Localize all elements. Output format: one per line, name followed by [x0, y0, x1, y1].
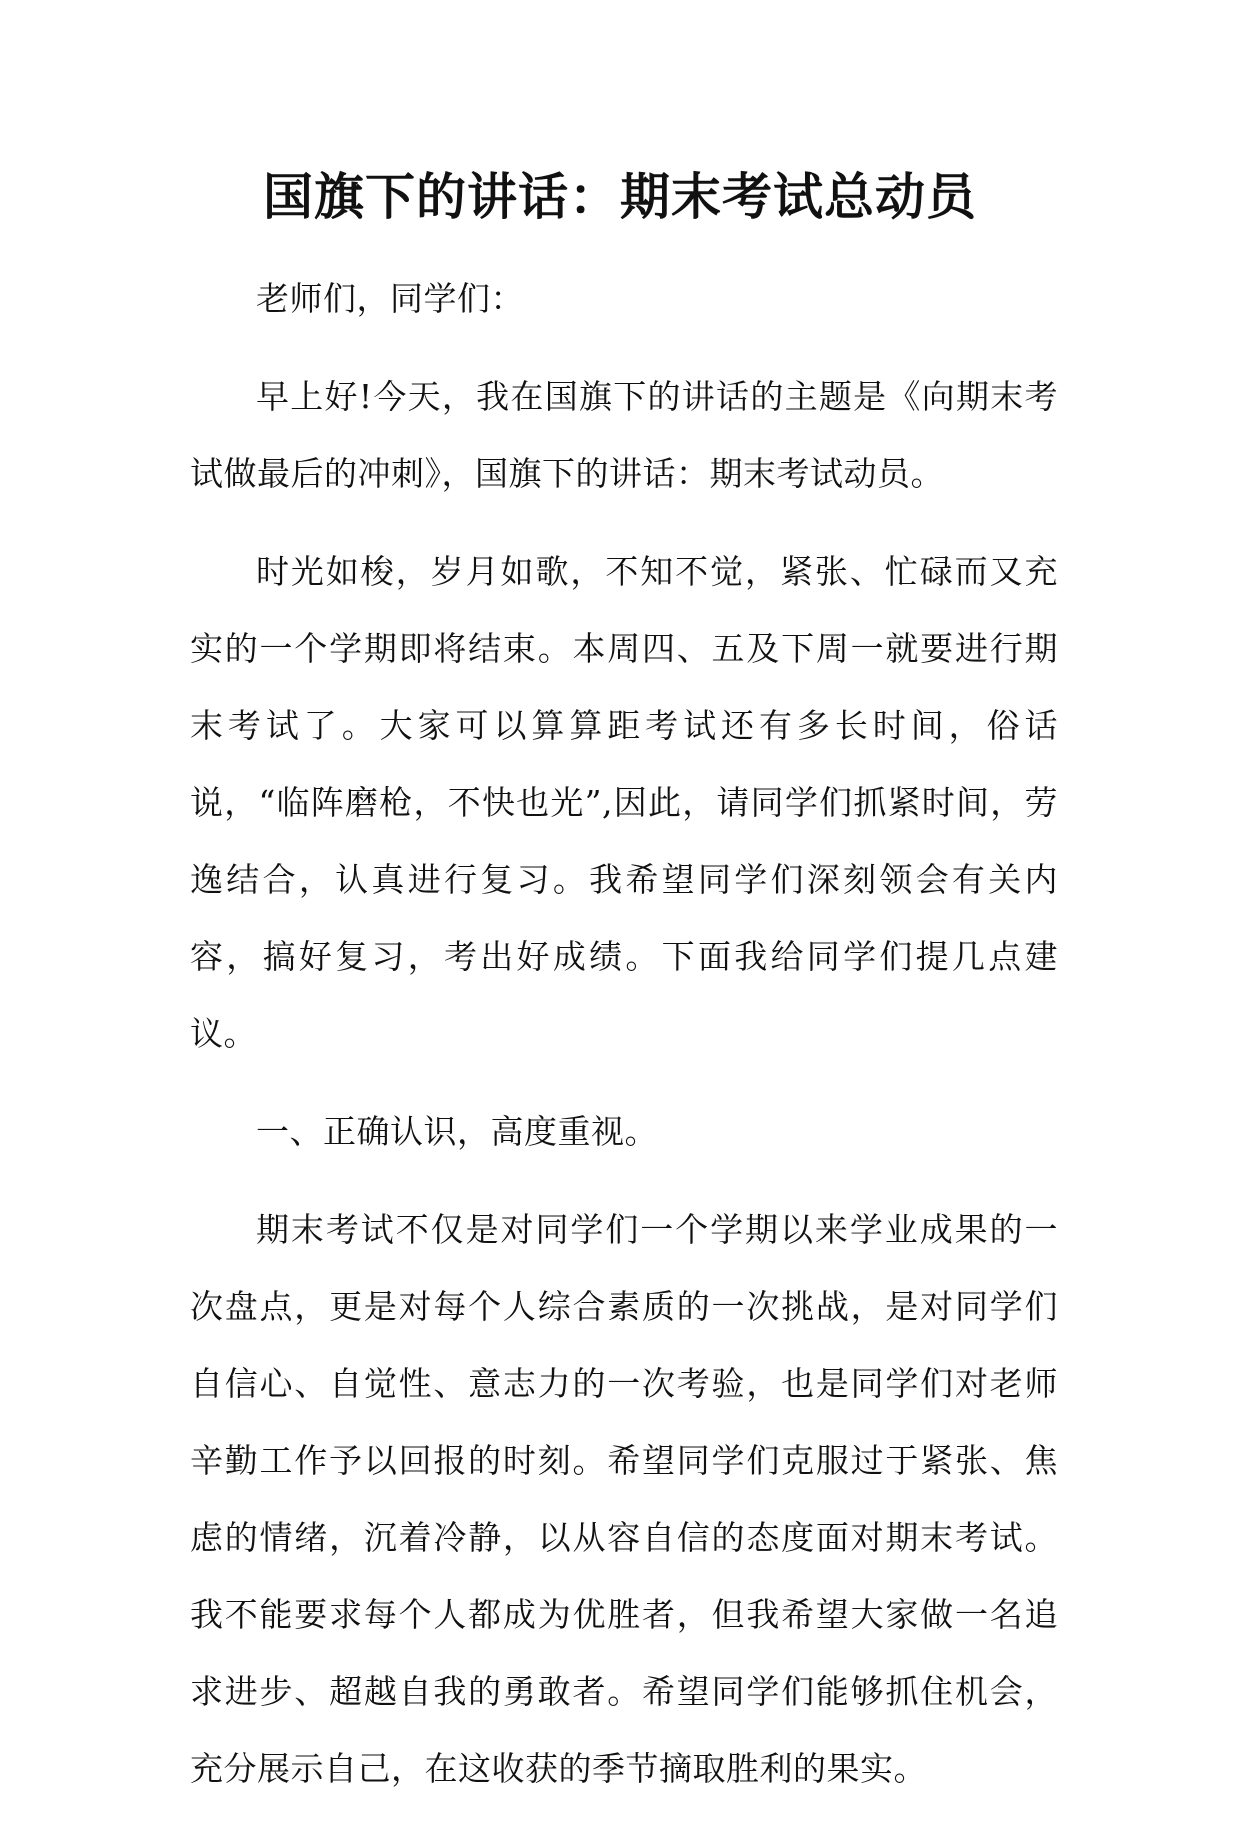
- document-body: [190, 260, 1058, 1828]
- body-paragraph: 时光如梭，岁月如歌，不知不觉，紧张、忙碌而又充实的一个学期即将结束。本周四、五及下周一就要进行期末考试了。大家可以算算距考试还有多长时间，俗话说，“临阵磨枪，不快也光”,因此，请同学们抓紧时间，劳逸结合，认真进行复习。我希望同学们深刻领会有关内容，搞好复习，考出好成绩。下面我给同学们提几点建议。: [190, 552, 1058, 1053]
- section-heading: 一、正确认识，高度重视。: [256, 1112, 658, 1151]
- intro-paragraph: 早上好!今天，我在国旗下的讲话的主题是《向期末考试做最后的冲刺》，国旗下的讲话：期末考试动员。: [190, 377, 1058, 493]
- body-paragraph: 期末考试不仅是对同学们一个学期以来学业成果的一次盘点，更是对每个人综合素质的一次挑战，是对同学们自信心、自觉性、意志力的一次考验，也是同学们对老师辛勤工作予以回报的时刻。希望同学们克服过于紧张、焦虑的情绪，沉着冷静，以从容自信的态度面对期末考试。我不能要求每个人都成为优胜者，但我希望大家做一名追求进步、超越自我的勇敢者。希望同学们能够抓住机会，充分展示自己，在这收获的季节摘取胜利的果实。: [190, 1210, 1058, 1788]
- document-title: 国旗下的讲话：期末考试总动员: [263, 167, 977, 226]
- greeting-paragraph: 老师们，同学们：: [256, 279, 524, 318]
